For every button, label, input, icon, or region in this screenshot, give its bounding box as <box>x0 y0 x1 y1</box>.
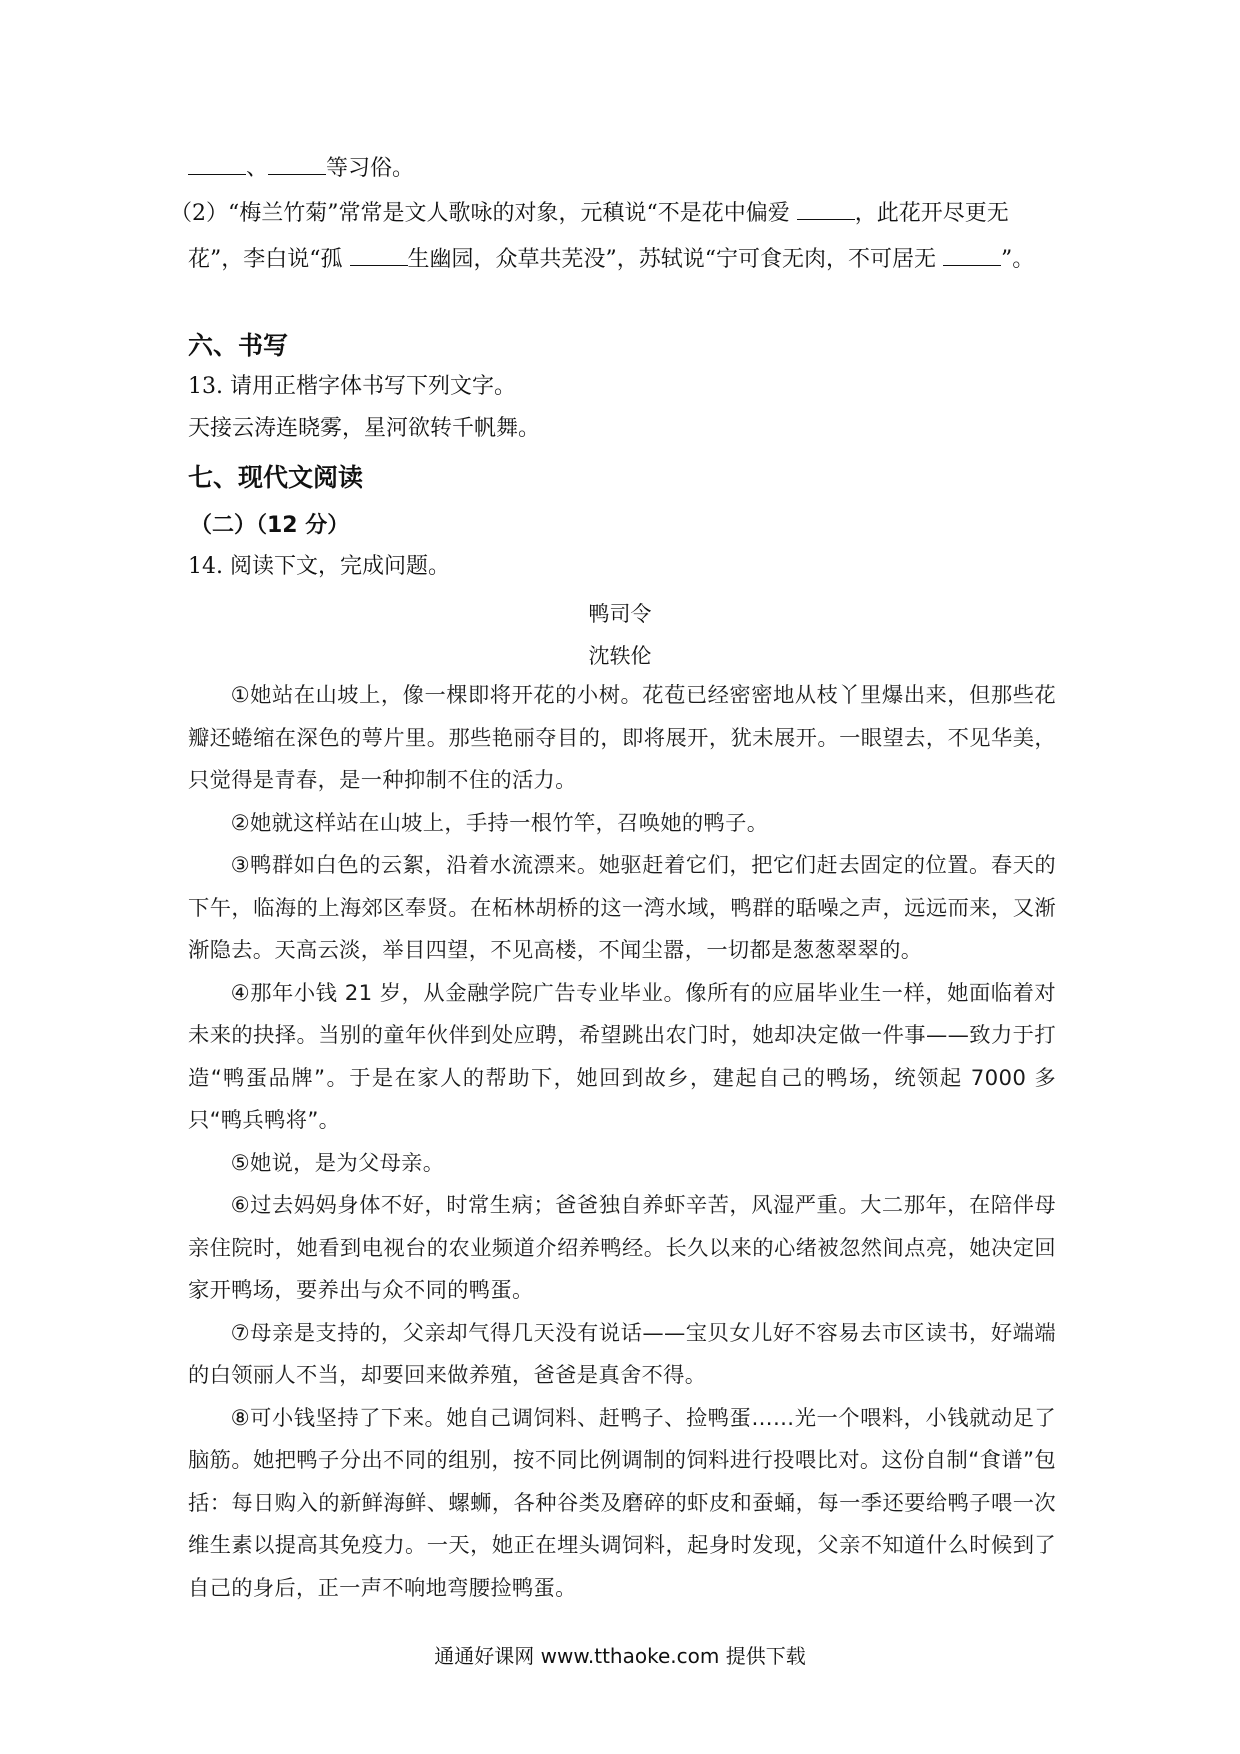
line-text: 生幽园，众草共芜没”，苏轼说“宁可食无肉，不可居无 <box>407 247 943 272</box>
separator: 、 <box>246 156 269 181</box>
section-heading-writing: 六、书写 <box>188 331 289 360</box>
paragraph-6: ⑥过去妈妈身体不好，时常生病；爸爸独自养虾辛苦，风湿严重。大二那年，在陪伴母亲住院时，她看到电视台的农业频道介绍养鸭经。长久以来的心绪被忽然间点亮，她决定回家开鸭场，要养出与众不同的鸭蛋。 <box>188 1193 1056 1303</box>
page-footer: 通通好课网 www.tthaoke.com 提供下载 <box>434 1644 806 1668</box>
paragraph-1: ①她站在山坡上，像一棵即将开花的小树。花苞已经密密地从枝丫里爆出来，但那些花瓣还蜷缩在深色的萼片里。那些艳丽夺目的，即将展开，犹未展开。一眼望去，不见华美，只觉得是青春，是一种抑制不住的活力。 <box>188 683 1056 793</box>
q13-text: 天接云涛连晓雾，星河欲转千帆舞。 <box>188 416 541 441</box>
paragraph-7: ⑦母亲是支持的，父亲却气得几天没有说话——宝贝女儿好不容易去市区读书，好端端的白领丽人不当，却要回来做养殖，爸爸是真舍不得。 <box>188 1320 1056 1388</box>
line-text: 等习俗。 <box>326 156 415 181</box>
answer-blank <box>797 197 855 220</box>
line-text: ，此花开尽更无 <box>854 201 1009 226</box>
section-heading-reading: 七、现代文阅读 <box>188 463 364 492</box>
line-text: ”。 <box>1001 247 1035 272</box>
article-body <box>188 675 1056 1610</box>
article-author: 沈轶伦 <box>588 644 652 668</box>
q12-line1 <box>188 152 414 184</box>
paragraph-8: ⑧可小钱坚持了下来。她自己调饲料、赶鸭子、捡鸭蛋……光一个喂料，小钱就动足了脑筋。她把鸭子分出不同的组别，按不同比例调制的饲料进行投喂比对。这份自制“食谱”包括：每日购入的新鲜海鲜、螺蛳，各种谷类及磨碎的虾皮和蚕蛹，每一季还要给鸭子喂一次维生素以提高其免疫力。一天，她正在埋头调饲料，起身时发现，父亲不知道什么时候到了自己的身后，正一声不响地弯腰捡鸭蛋。 <box>188 1405 1056 1601</box>
line-text: 花”，李白说“孤 <box>188 247 350 272</box>
paragraph-2: ②她就这样站在山坡上，手持一根竹竿，召唤她的鸭子。 <box>230 810 769 836</box>
q12-part2-line2 <box>188 243 1034 275</box>
line-text: （2）“梅兰竹菊”常常是文人歌咏的对象，元稹说“不是花中偏爱 <box>170 201 797 226</box>
paragraph-5: ⑤她说，是为父母亲。 <box>230 1150 445 1176</box>
q12-part2-line1 <box>170 197 1009 229</box>
sub-heading: （二）（12 分） <box>190 513 350 538</box>
paragraph-4: ④那年小钱 21 岁，从金融学院广告专业毕业。像所有的应届毕业生一样，她面临着对未来的抉择。当别的童年伙伴到处应聘，希望跳出农门时，她却决定做一件事——致力于打造“鸭蛋品牌”。于是在家人的帮助下，她回到故乡，建起自己的鸭场，统领起 7000 多只“鸭兵鸭将”。 <box>188 980 1056 1133</box>
article-title: 鸭司令 <box>588 602 652 626</box>
paragraph-3: ③鸭群如白色的云絮，沿着水流漂来。她驱赶着它们，把它们赶去固定的位置。春天的下午，临海的上海郊区奉贤。在柘林胡桥的这一湾水域，鸭群的聒噪之声，远远而来，又渐渐隐去。天高云淡，举目四望，不见高楼，不闻尘嚣，一切都是葱葱翠翠的。 <box>188 853 1056 963</box>
q14-prompt: 14. 阅读下文，完成问题。 <box>188 554 450 579</box>
answer-blank <box>188 152 246 175</box>
answer-blank <box>268 152 326 175</box>
answer-blank <box>943 243 1001 266</box>
answer-blank <box>350 243 408 266</box>
q13-prompt: 13. 请用正楷字体书写下列文字。 <box>188 374 516 399</box>
